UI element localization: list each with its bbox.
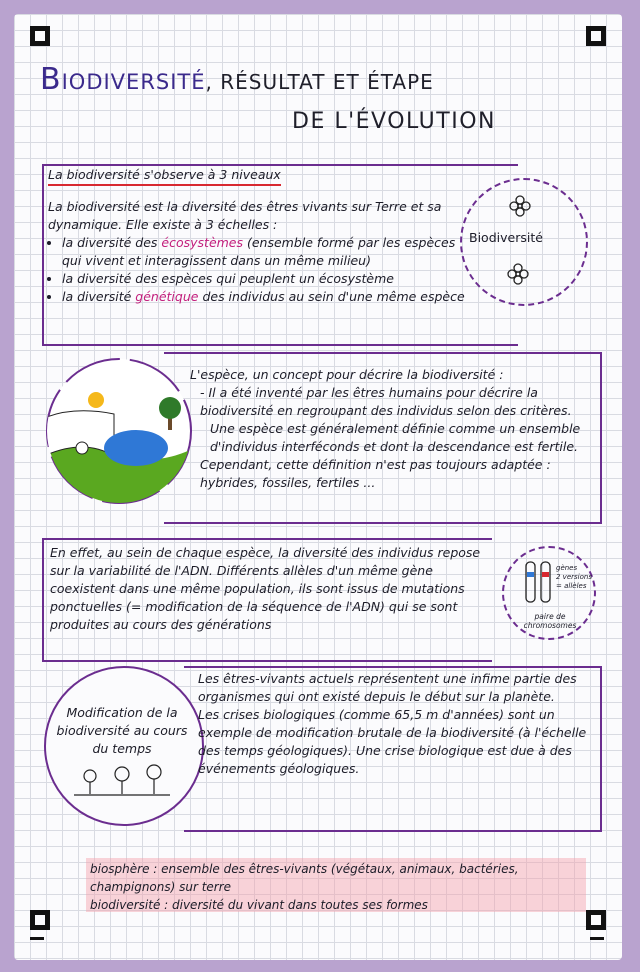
list-item: • la diversité des écosystèmes (ensemble formé par les espèces qui vivent et interagissent dans un même milieu) xyxy=(62,234,468,270)
temps-line: Les crises biologiques (comme 65,5 m d'années) sont un exemple de modification brutale de la biodiversité (à l'échelle des temps géologiques). Une crise biologique est due à des événements géologiques. xyxy=(198,707,587,776)
temps-text xyxy=(198,670,588,778)
list-item: • la diversité génétique des individus au sein d'une même espèce xyxy=(62,288,468,306)
intro-text: La biodiversité est la diversité des êtres vivants sur Terre et sa dynamique. Elle existe à 3 échelles : xyxy=(48,199,442,232)
chromosome-labels xyxy=(556,564,592,591)
section-body xyxy=(48,198,468,306)
title-rest: IODIVERSITÉ xyxy=(61,70,206,94)
corner-dash xyxy=(30,937,44,940)
chromosome-icon xyxy=(520,560,556,606)
page-subtitle: DE L'ÉVOLUTION xyxy=(292,109,496,134)
list-item: • la diversité des espèces qui peuplent un écosystème xyxy=(62,270,468,288)
label-pair: paire de chromosomes xyxy=(523,612,577,630)
corner-marker xyxy=(30,910,50,930)
landscape-illustration xyxy=(44,356,194,506)
label-versions: 2 versions xyxy=(556,573,592,581)
espece-line: - Il a été inventé par les êtres humains pour décrire la biodiversité en regroupant des individus selon des critères. xyxy=(200,385,572,418)
circle-label: Biodiversité xyxy=(469,230,543,245)
corner-marker xyxy=(30,26,50,46)
espece-line: Cependant, cette définition n'est pas toujours adaptée : hybrides, fossiles, fertiles ... xyxy=(200,457,551,490)
section-heading: L'espèce, un concept pour décrire la biodiversité : xyxy=(190,367,504,382)
flower-icon xyxy=(506,262,530,286)
glossary-line: biodiversité : diversité du vivant dans toutes ses formes xyxy=(90,898,428,912)
term-genetique: génétique xyxy=(135,289,199,304)
flowers-illustration xyxy=(74,762,170,802)
section-espece-body xyxy=(190,366,590,492)
title-initial: B xyxy=(40,62,62,97)
label-genes: gènes xyxy=(556,564,578,572)
circle-label: Modification de la biodiversité au cours du temps xyxy=(56,705,188,756)
notebook-page xyxy=(14,14,622,960)
glossary xyxy=(90,860,584,914)
section-heading: La biodiversité s'observe à 3 niveaux xyxy=(48,166,281,186)
corner-marker xyxy=(586,26,606,46)
title-tail: , RÉSULTAT ET ÉTAPE xyxy=(205,70,434,94)
espece-line: Une espèce est généralement définie comme un ensemble d'individus interféconds et dont la descendance est fertile. xyxy=(210,421,581,454)
corner-marker xyxy=(586,910,606,930)
label-alleles: = allèles xyxy=(556,582,587,590)
page-title xyxy=(40,62,434,97)
term-ecosystemes: écosystèmes xyxy=(161,235,244,250)
adn-text: En effet, au sein de chaque espèce, la diversité des individus repose sur la variabilité de l'ADN. Différents allèles d'un même gène coexistent dans une même population, ils sont issus de mutations ponctuelles (= modification de la séquence de l'ADN) qui se sont produites au cours des générations xyxy=(50,545,481,632)
corner-dash xyxy=(590,937,604,940)
glossary-line: biosphère : ensemble des êtres-vivants (végétaux, animaux, bactéries, champignons) sur terre xyxy=(90,862,519,894)
temps-line: Les êtres-vivants actuels représentent une infime partie des organismes qui ont existé depuis le début sur la planète. xyxy=(198,671,577,704)
flower-icon xyxy=(508,194,532,218)
levels-list xyxy=(48,234,468,306)
